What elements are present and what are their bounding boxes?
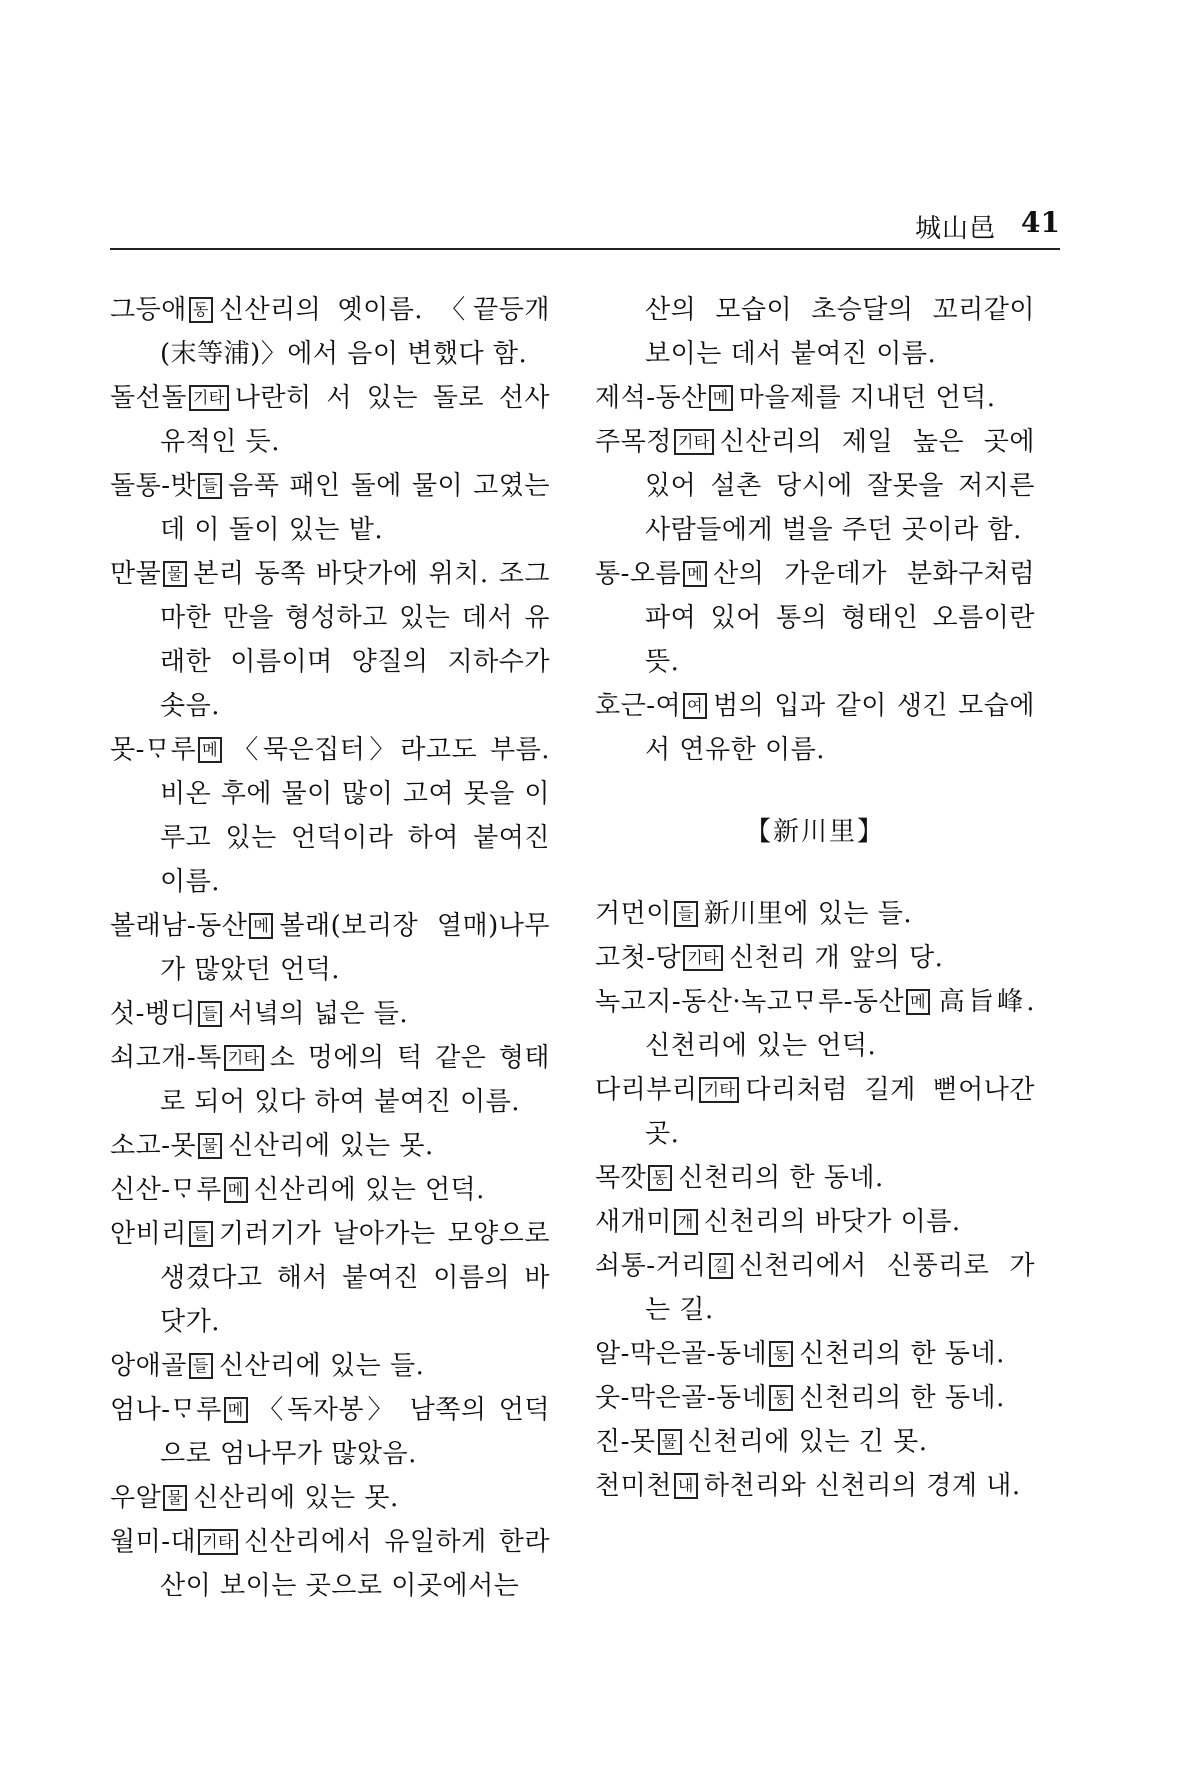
- glossary-entry: [110, 1476, 550, 1520]
- entry-term: 돌선돌: [110, 383, 187, 413]
- entry-category-tag: 길: [709, 1253, 733, 1279]
- right-entries-after: [595, 892, 1035, 1508]
- entry-description: 나란히 서 있는 돌로 선사유적인 듯.: [160, 383, 550, 457]
- entry-category-tag: 메: [224, 1177, 248, 1203]
- entry-category-tag: 기타: [674, 429, 714, 455]
- entry-term: 주목정: [595, 427, 672, 457]
- entry-category-tag: 메: [224, 1397, 248, 1423]
- entry-term: 고첫-당: [595, 943, 682, 973]
- entry-term: 거먼이: [595, 899, 672, 929]
- entry-description: 신천리에 있는 긴 못.: [687, 1427, 928, 1457]
- entry-term: 만물: [110, 559, 162, 589]
- entry-category-tag: 기타: [699, 1077, 739, 1103]
- glossary-entry: [595, 684, 1035, 772]
- glossary-entry: [595, 1376, 1035, 1420]
- entry-category-tag: 들: [674, 901, 698, 927]
- entry-term: 안비리: [110, 1219, 187, 1249]
- entry-term: 목깟: [595, 1163, 647, 1193]
- entry-category-tag: 동: [769, 1385, 793, 1411]
- entry-description: 신천리의 한 동네.: [799, 1339, 1005, 1369]
- entry-description: 新川里에 있는 들.: [703, 899, 913, 929]
- entry-category-tag: 기타: [189, 385, 229, 411]
- entry-category-tag: 여: [683, 693, 707, 719]
- entry-term: 우알: [110, 1483, 162, 1513]
- entry-term: 통-오름: [595, 559, 682, 589]
- entry-description: 신천리의 한 동네.: [678, 1163, 884, 1193]
- glossary-entry: [595, 980, 1035, 1068]
- entry-description: 범의 입과 같이 생긴 모습에서 연유한 이름.: [645, 691, 1035, 765]
- entry-description: 하천리와 신천리의 경계 내.: [703, 1471, 1021, 1501]
- glossary-entry: [110, 376, 550, 464]
- entry-description: 산의 모습이 초승달의 꼬리같이 보이는 데서 붙여진 이름.: [645, 295, 1035, 369]
- entry-category-tag: 기타: [224, 1045, 264, 1071]
- entry-category-tag: 물: [198, 1133, 222, 1159]
- entry-category-tag: 개: [674, 1209, 698, 1235]
- glossary-entry: [110, 552, 550, 728]
- page-number: 41: [1021, 206, 1060, 239]
- entry-category-tag: 들: [189, 1221, 213, 1247]
- entry-description: 소 멍에의 턱 같은 형태로 되어 있다 하여 붙여진 이름.: [160, 1043, 550, 1117]
- glossary-entry: [595, 1420, 1035, 1464]
- entry-term: 다리부리: [595, 1075, 698, 1105]
- entry-description: 서녘의 넓은 들.: [228, 999, 409, 1029]
- entry-term: 월미-대: [110, 1527, 197, 1557]
- glossary-entry: [595, 1156, 1035, 1200]
- entry-term: 천미천: [595, 1471, 672, 1501]
- entry-term: 새개미: [595, 1207, 672, 1237]
- entry-description: 신천리에서 신풍리로 가는 길.: [645, 1251, 1035, 1325]
- left-column: [110, 288, 550, 1608]
- entry-category-tag: 동: [648, 1165, 672, 1191]
- page-header: [110, 208, 1060, 248]
- entry-term: 웃-막은골-동네: [595, 1383, 768, 1413]
- entry-category-tag: 물: [163, 561, 187, 587]
- section-title: 【新川里】: [744, 817, 885, 847]
- glossary-entry: [110, 992, 550, 1036]
- right-entries-before: [595, 288, 1035, 772]
- entry-description: 〈독자봉〉 남쪽의 언덕으로 엄나무가 많았음.: [160, 1395, 550, 1469]
- entry-term: 볼래남-동산: [110, 911, 248, 941]
- entry-term: 쇠고개-톡: [110, 1043, 222, 1073]
- entry-category-tag: 들: [198, 1001, 222, 1027]
- entry-description: 신산리에 있는 못.: [228, 1131, 434, 1161]
- glossary-entry: [595, 936, 1035, 980]
- glossary-entry: [595, 892, 1035, 936]
- entry-description: 신천리 개 앞의 당.: [729, 943, 944, 973]
- entry-category-tag: 기타: [683, 945, 723, 971]
- entry-description: 신산리의 제일 높은 곳에 있어 설촌 당시에 잘못을 저지른 사람들에게 벌을 주던 곳이라 함.: [645, 427, 1035, 545]
- glossary-entry: [110, 1036, 550, 1124]
- entry-description: 신천리의 한 동네.: [799, 1383, 1005, 1413]
- entry-category-tag: 메: [198, 737, 222, 763]
- entry-description: 기러기가 날아가는 모양으로 생겼다고 해서 붙여진 이름의 바닷가.: [160, 1219, 550, 1337]
- glossary-entry: [595, 420, 1035, 552]
- glossary-entry: [110, 1168, 550, 1212]
- entry-category-tag: 들: [198, 473, 222, 499]
- entry-term: 섯-벵디: [110, 999, 197, 1029]
- glossary-entry: [595, 1244, 1035, 1332]
- entry-category-tag: 내: [674, 1473, 698, 1499]
- entry-description: 음푹 패인 돌에 물이 고였는데 이 돌이 있는 밭.: [160, 471, 550, 545]
- entry-term: 엄나-ᄆᆞ루: [110, 1395, 222, 1425]
- entry-term: 신산-ᄆᆞ루: [110, 1175, 222, 1205]
- glossary-entry: [595, 376, 1035, 420]
- glossary-entry: [595, 552, 1035, 684]
- entry-category-tag: 기타: [198, 1529, 238, 1555]
- entry-category-tag: 메: [683, 561, 707, 587]
- entry-description: 다리처럼 길게 뻗어나간 곳.: [645, 1075, 1035, 1149]
- entry-description: 신산리에 있는 들.: [218, 1351, 425, 1381]
- glossary-entry: [110, 288, 550, 376]
- entry-category-tag: 동: [189, 297, 213, 323]
- entry-category-tag: 메: [249, 913, 273, 939]
- entry-term: 호근-여: [595, 691, 682, 721]
- glossary-entry: [110, 1520, 550, 1608]
- entry-description: 신천리의 바닷가 이름.: [703, 1207, 961, 1237]
- header-rule: [110, 248, 1060, 250]
- entry-term: 소고-못: [110, 1131, 197, 1161]
- glossary-entry: [110, 1388, 550, 1476]
- glossary-entry: [595, 1332, 1035, 1376]
- glossary-entry: [110, 464, 550, 552]
- glossary-entry: [110, 904, 550, 992]
- entry-description: 高旨峰. 신천리에 있는 언덕.: [645, 987, 1035, 1061]
- entry-term: 앙애골: [110, 1351, 187, 1381]
- entry-description: 신산리의 옛이름. 〈끝등개(末等浦)〉에서 음이 변했다 함.: [160, 295, 550, 369]
- entry-description: 신산리에 있는 못.: [193, 1483, 399, 1513]
- entry-description: 본리 동쪽 바닷가에 위치. 조그마한 만을 형성하고 있는 데서 유래한 이름이며 양질의 지하수가 솟음.: [160, 559, 550, 721]
- glossary-entry: [110, 1212, 550, 1344]
- glossary-entry: [595, 1200, 1035, 1244]
- entry-term: 쇠통-거리: [595, 1251, 707, 1281]
- entry-description: 〈묵은집터〉라고도 부름. 비온 후에 물이 많이 고여 못을 이루고 있는 언덕이라 하여 붙여진 이름.: [160, 735, 550, 897]
- glossary-entry: [595, 1068, 1035, 1156]
- entry-category-tag: 들: [189, 1353, 213, 1379]
- entry-category-tag: 메: [709, 385, 733, 411]
- entry-description: 산의 가운데가 분화구처럼 파여 있어 통의 형태인 오름이란 뜻.: [645, 559, 1035, 677]
- entry-description: 볼래(보리장 열매)나무가 많았던 언덕.: [160, 911, 550, 985]
- entry-description: 마을제를 지내던 언덕.: [738, 383, 996, 413]
- entry-description: 신산리에서 유일하게 한라산이 보이는 곳으로 이곳에서는: [160, 1527, 550, 1601]
- page-header-title: 城山邑: [914, 214, 996, 244]
- entry-category-tag: 물: [163, 1485, 187, 1511]
- entry-term: 녹고지-동산·녹고ᄆᆞ루-동산: [595, 987, 905, 1017]
- right-column: [595, 288, 1035, 1508]
- entry-description: 신산리에 있는 언덕.: [253, 1175, 485, 1205]
- entry-term: 진-못: [595, 1427, 656, 1457]
- entry-term: 못-ᄆᆞ루: [110, 735, 197, 765]
- entry-term: 돌통-밧: [110, 471, 197, 501]
- entry-category-tag: 동: [769, 1341, 793, 1367]
- glossary-entry: [110, 1344, 550, 1388]
- entry-category-tag: 물: [658, 1429, 682, 1455]
- glossary-entry: [110, 728, 550, 904]
- glossary-entry: [595, 1464, 1035, 1508]
- entry-term: 알-막은골-동네: [595, 1339, 768, 1369]
- entry-term: 그등애: [110, 295, 187, 325]
- entry-category-tag: 메: [906, 989, 930, 1015]
- glossary-entry: [595, 288, 1035, 376]
- entry-term: 제석-동산: [595, 383, 707, 413]
- glossary-entry: [110, 1124, 550, 1168]
